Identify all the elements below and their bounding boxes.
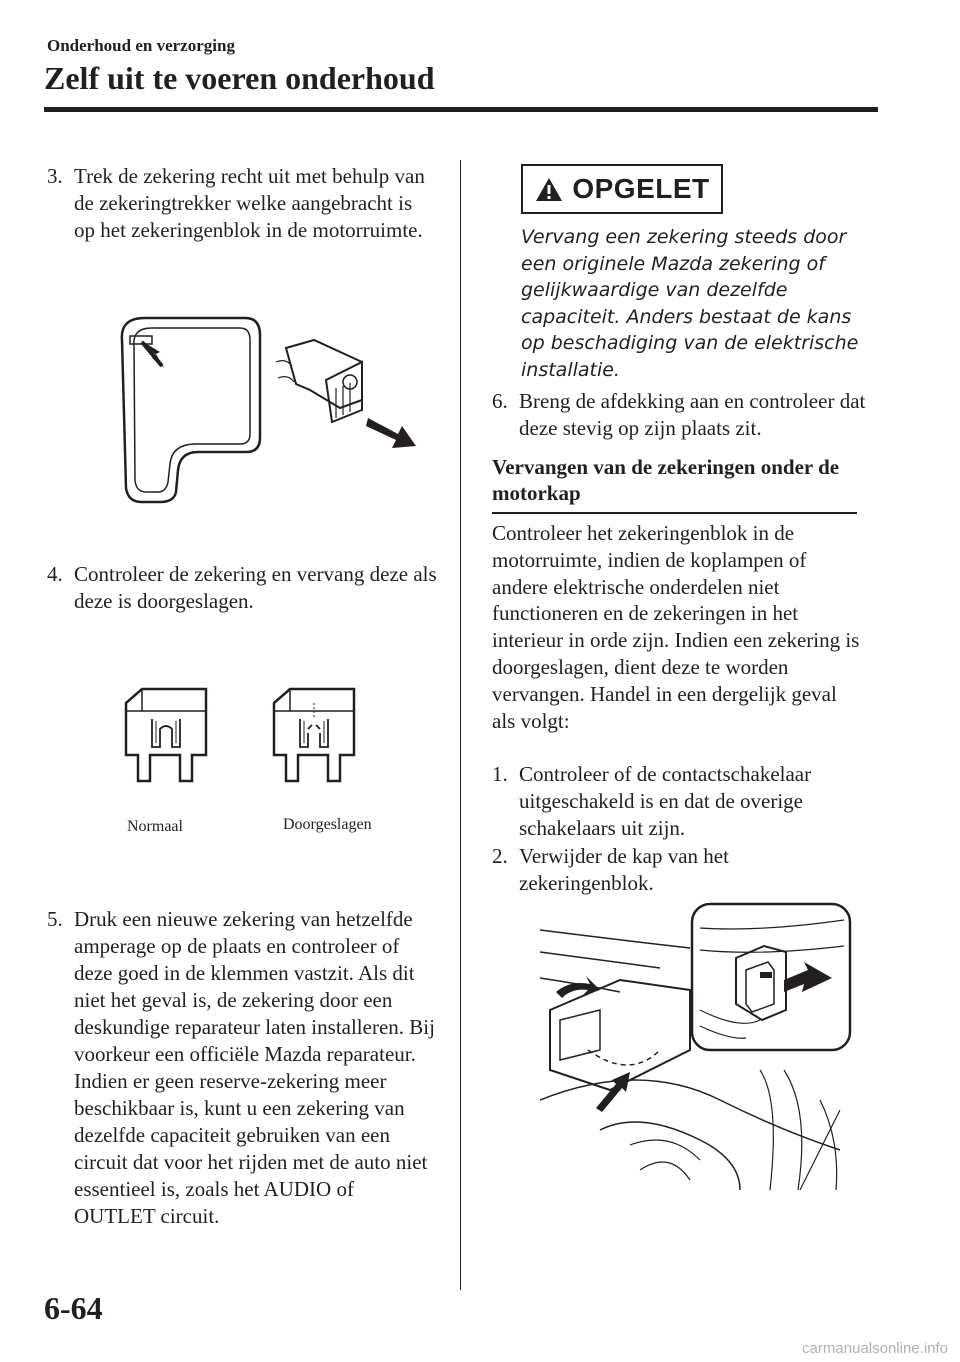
header-rule [44,107,878,112]
step-text: Controleer de zekering en vervang deze als deze is doorgeslagen. [74,562,437,613]
step-2 [492,843,867,897]
page-number: 6-64 [44,1290,103,1326]
column-divider [460,160,461,1290]
step-text: Trek de zekering recht uit met behulp van de zekeringtrekker welke aangebracht is op het zekeringenblok in de motorruimte. [74,164,425,242]
section-label: Onderhoud en verzorging [47,36,235,55]
step-number: 5. [47,907,63,931]
warning-icon [534,176,564,203]
subheading-text: Vervangen van de zekeringen onder de motorkap [492,455,840,505]
step-text: Controleer of de contactschakelaar uitgeschakeld is en dat de overige schakelaars uit zijn. [519,762,812,840]
fuse-blown-illustration [268,683,360,789]
step-number: 6. [492,389,508,413]
step-text: Verwijder de kap van het zekeringenblok. [519,844,729,895]
step-1 [492,761,867,842]
step-number: 4. [47,562,63,586]
intro-paragraph: Controleer het zekeringenblok in de motorruimte, indien de koplampen of andere elektrische onderdelen niet functioneren en de zekeringen in het interieur in orde zijn. Indien een zekering is doorgeslagen, dient deze te worden vervangen. Handel in een dergelijk geval als volgt: [492,521,860,733]
caution-text: Vervang een zekering steeds door een originele Mazda zekering of gelijkwaardige van dezelfde capaciteit. Anders bestaat de kans op beschadiging van de elektrische installatie. [521,226,859,381]
step-number: 3. [47,164,63,188]
step-3 [47,163,437,244]
caution-box [521,164,723,214]
step-6 [492,388,867,442]
watermark: carmanualsonline.info [802,1340,948,1357]
step-text: Druk een nieuwe zekering van hetzelfde amperage op de plaats en controleer of deze goed in de klemmen vastzit. Als dit niet het geval is, de zekering door een deskundige reparateur laten installeren. Bij voorkeur een officiële Mazda reparateur. [74,907,435,1066]
fuse-label-blown: Doorgeslagen [283,816,372,833]
step-text: Breng de afdekking aan en controleer dat deze stevig op zijn plaats zit. [519,389,866,440]
subheading-underline [492,512,857,514]
fuse-normal-illustration [120,683,212,789]
page-title: Zelf uit te voeren onderhoud [44,60,435,96]
step-number: 1. [492,762,508,786]
step-number: 2. [492,844,508,868]
step-text-continued: Indien er geen reserve-zekering meer beschikbaar is, kunt u een zekering van dezelfde capaciteit gebruiken van een circuit dat voor het rijden met de auto niet essentieel is, zoals het AUDIO of OUTLET circuit. [74,1069,428,1228]
engine-bay-illustration [540,900,860,1190]
step-4 [47,561,437,615]
caution-label: OPGELET [572,173,710,204]
step-5 [47,906,437,1230]
fuse-puller-illustration [100,310,430,510]
fuse-label-normal: Normaal [127,818,183,835]
subheading [492,454,864,506]
